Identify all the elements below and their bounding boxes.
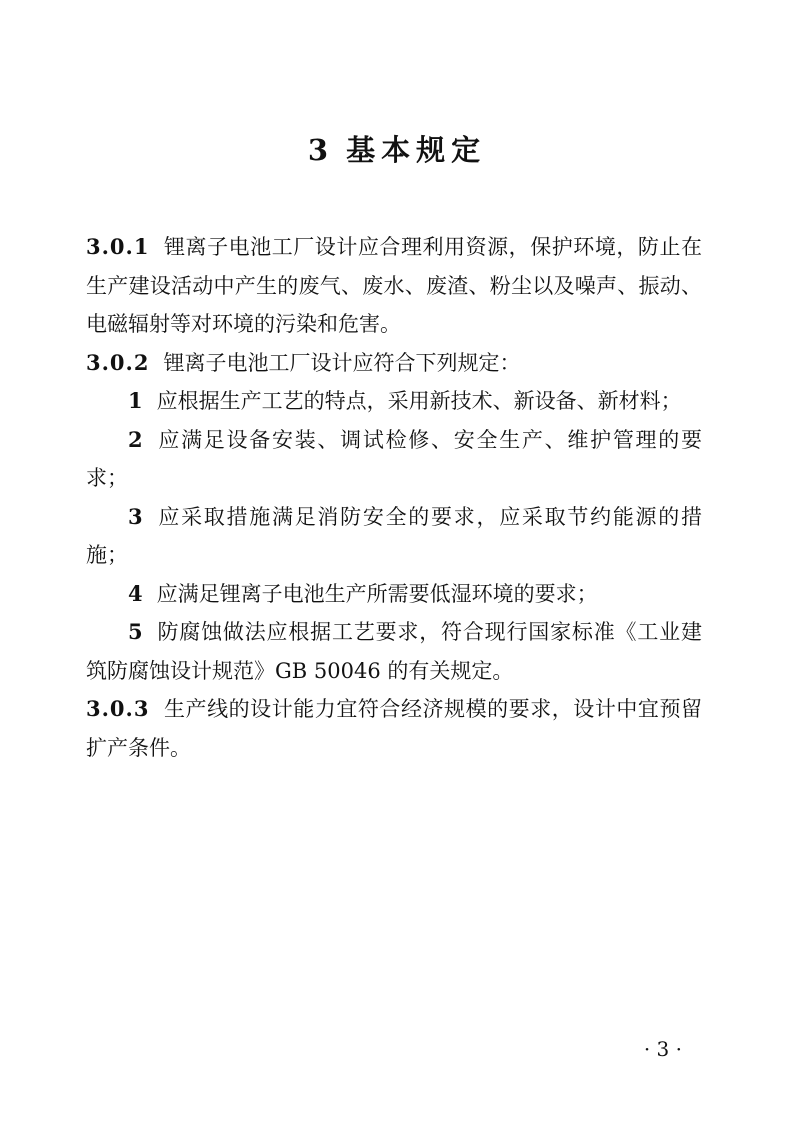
list-item [86,498,702,575]
clause-3-0-1 [86,228,702,344]
clause-number: 3.0.1 [86,234,150,259]
list-item [86,382,702,421]
chapter-heading [0,130,794,170]
clause-text: 生产线的设计能力宜符合经济规模的要求，设计中宜预留扩产条件。 [86,697,702,760]
clause-text: 锂离子电池工厂设计应合理利用资源，保护环境，防止在生产建设活动中产生的废气、废水、废渣、粉尘以及噪声、振动、电磁辐射等对环境的污染和危害。 [86,235,702,336]
clause-text: 锂离子电池工厂设计应符合下列规定： [163,350,521,375]
item-text: 应采取措施满足消防安全的要求，应采取节约能源的措施； [86,504,702,567]
item-number: 4 [128,580,143,606]
clause-number: 3.0.2 [86,349,150,375]
list-item [86,613,702,690]
item-number: 1 [128,388,143,413]
item-text: 应满足锂离子电池生产所需要低湿环境的要求； [156,581,598,606]
list-item [86,421,702,498]
chapter-body [86,228,702,767]
list-item [86,575,702,614]
item-text: 防腐蚀做法应根据工艺要求，符合现行国家标准《工业建筑防腐蚀设计规范》GB 50046 的有关规定。 [86,620,702,683]
clause-number: 3.0.3 [86,696,150,721]
clause-3-0-2 [86,344,702,383]
page-number: · 3 · [643,1037,682,1061]
chapter-title: 基本规定 [346,133,487,167]
item-number: 3 [128,503,143,529]
item-text: 应满足设备安装、调试检修、安全生产、维护管理的要求； [86,427,702,490]
item-text: 应根据生产工艺的特点，采用新技术、新设备、新材料； [156,389,682,413]
chapter-number: 3 [307,133,329,167]
item-number: 5 [128,619,143,644]
item-number: 2 [128,426,143,452]
clause-3-0-3 [86,690,702,767]
